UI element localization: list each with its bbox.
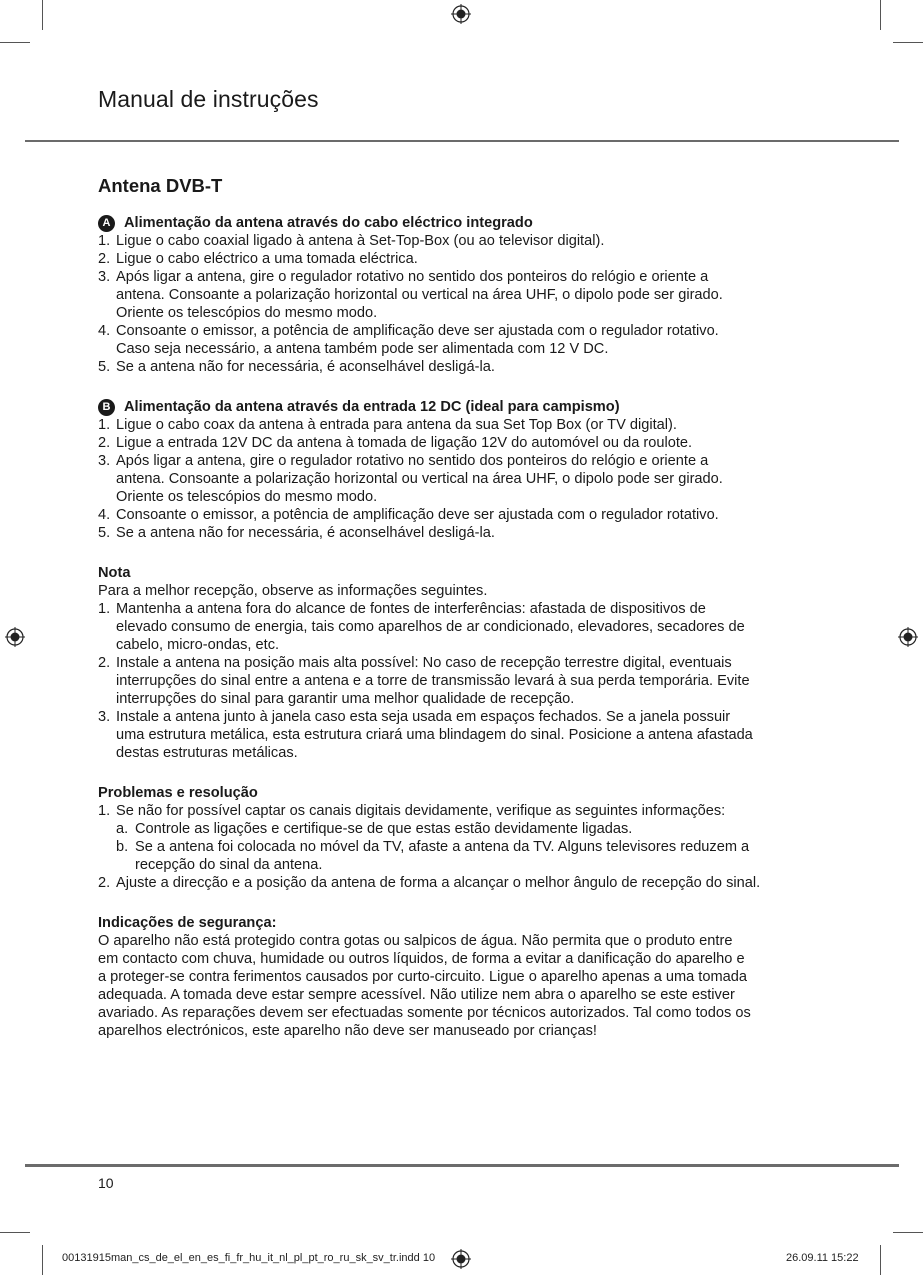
list-text-line: Oriente os telescópios do mesmo modo. bbox=[116, 305, 378, 321]
list-text bbox=[116, 232, 828, 250]
problemas-heading: Problemas e resolução bbox=[98, 785, 258, 801]
list-item bbox=[98, 874, 828, 892]
list-number: 5. bbox=[98, 525, 111, 541]
list-text bbox=[116, 506, 828, 524]
list-text-line: Ligue o cabo eléctrico a uma tomada eléctrica. bbox=[116, 251, 418, 267]
list-text-line: Ligue a entrada 12V DC da antena à tomada de ligação 12V do automóvel ou da roulote. bbox=[116, 435, 693, 451]
footer-divider bbox=[25, 1164, 899, 1167]
list-text-line: Se a antena não for necessária, é aconselhável desligá-la. bbox=[116, 525, 495, 541]
crop-mark bbox=[893, 1232, 923, 1233]
list-text-line: Consoante o emissor, a potência de amplificação deve ser ajustada com o regulador rotativo. bbox=[116, 323, 719, 339]
print-slug-filename: 00131915man_cs_de_el_en_es_fi_fr_hu_it_nl_pl_pt_ro_ru_sk_sv_tr.indd 10 bbox=[62, 1252, 436, 1264]
list-item bbox=[98, 434, 828, 452]
list-text-line: elevado consumo de energia, tais como aparelhos de ar condicionado, elevadores, secadores de bbox=[116, 619, 745, 635]
list-text: Se não for possível captar os canais digitais devidamente, verifique as seguintes informações: bbox=[116, 803, 726, 819]
list-number: 3. bbox=[98, 269, 111, 285]
paragraph-line: aparelhos electrónicos, este aparelho não deve ser manuseado por crianças! bbox=[98, 1023, 597, 1039]
registration-mark-icon bbox=[5, 627, 25, 647]
section-b-heading bbox=[98, 398, 828, 416]
list-text bbox=[135, 820, 632, 838]
list-item bbox=[98, 654, 828, 708]
list-text bbox=[135, 838, 749, 874]
list-text bbox=[116, 524, 828, 542]
list-item bbox=[98, 452, 828, 506]
list-text bbox=[116, 250, 828, 268]
list-item bbox=[98, 506, 828, 524]
crop-mark bbox=[880, 0, 881, 30]
section-a-heading bbox=[98, 214, 828, 232]
list-text-line: Instale a antena na posição mais alta possível: No caso de recepção terrestre digital, eventuais bbox=[116, 655, 732, 671]
list-number: 3. bbox=[98, 453, 111, 469]
list-item bbox=[98, 524, 828, 542]
list-number: 5. bbox=[98, 359, 111, 375]
list-item bbox=[98, 708, 828, 762]
list-text bbox=[116, 416, 828, 434]
list-item bbox=[98, 802, 828, 820]
list-text-line: cabelo, micro-ondas, etc. bbox=[116, 637, 280, 653]
list-number: 2. bbox=[98, 655, 111, 671]
list-item bbox=[98, 232, 828, 250]
list-text-line: recepção do sinal da antena. bbox=[135, 857, 323, 873]
list-item bbox=[116, 838, 828, 874]
crop-mark bbox=[893, 42, 923, 43]
problemas-steps-2 bbox=[98, 874, 828, 892]
list-text bbox=[116, 600, 828, 654]
list-item bbox=[98, 600, 828, 654]
nota-intro: Para a melhor recepção, observe as informações seguintes. bbox=[98, 583, 488, 599]
list-number: 1. bbox=[98, 601, 111, 617]
list-text-line: antena. Consoante a polarização horizontal ou vertical na área UHF, o dipolo pode ser girado. bbox=[116, 287, 723, 303]
list-text bbox=[116, 708, 828, 762]
problemas-steps bbox=[98, 802, 828, 820]
main-content bbox=[98, 174, 828, 1040]
list-number: 1. bbox=[98, 417, 111, 433]
paragraph-line: em contacto com chuva, humidade ou outros líquidos, de forma a evitar a danificação do aparelho e bbox=[98, 951, 745, 967]
list-text-line: Controle as ligações e certifique-se de que estas estão devidamente ligadas. bbox=[135, 821, 633, 837]
list-text-line: Ligue o cabo coaxial ligado à antena à Set-Top-Box (ou ao televisor digital). bbox=[116, 233, 605, 249]
list-text-line: interrupções do sinal para garantir uma melhor qualidade de recepção. bbox=[116, 691, 575, 707]
list-text-line: destas estruturas metálicas. bbox=[116, 745, 298, 761]
list-text-line: Mantenha a antena fora do alcance de fontes de interferências: afastada de dispositivos de bbox=[116, 601, 706, 617]
list-text-line: Após ligar a antena, gire o regulador rotativo no sentido dos ponteiros do relógio e oriente a bbox=[116, 269, 709, 285]
list-text-line: Instale a antena junto à janela caso esta seja usada em espaços fechados. Se a janela possuir bbox=[116, 709, 731, 725]
list-number: 2. bbox=[98, 251, 111, 267]
page-header-title: Manual de instruções bbox=[98, 86, 319, 112]
crop-mark bbox=[42, 1245, 43, 1275]
list-text-line: antena. Consoante a polarização horizontal ou vertical na área UHF, o dipolo pode ser girado. bbox=[116, 471, 723, 487]
list-text bbox=[116, 322, 828, 358]
section-b-steps bbox=[98, 416, 828, 542]
registration-mark-icon bbox=[451, 1249, 471, 1269]
list-text-line: Consoante o emissor, a potência de amplificação deve ser ajustada com o regulador rotativo. bbox=[116, 507, 719, 523]
seguranca-paragraph bbox=[98, 932, 828, 1040]
paragraph-line: avariado. As reparações devem ser efectuadas somente por técnicos autorizados. Tal como todos os bbox=[98, 1005, 751, 1021]
paragraph-line: a proteger-se contra ferimentos causados por curto-circuito. Ligue o aparelho apenas a uma tomada bbox=[98, 969, 747, 985]
registration-mark-icon bbox=[451, 4, 471, 24]
paragraph-line: O aparelho não está protegido contra gotas ou salpicos de água. Não permita que o produto entre bbox=[98, 933, 733, 949]
list-text-line: Ligue o cabo coax da antena à entrada para antena da sua Set Top Box (or TV digital). bbox=[116, 417, 677, 433]
list-number: 2. bbox=[98, 435, 111, 451]
page-number: 10 bbox=[98, 1175, 114, 1191]
list-text-line: uma estrutura metálica, esta estrutura criará uma blindagem do sinal. Posicione a antena afastada bbox=[116, 727, 753, 743]
nota-steps bbox=[98, 600, 828, 762]
page-title: Antena DVB-T bbox=[98, 175, 223, 196]
list-number: a. bbox=[116, 821, 129, 837]
list-text-line: interrupções do sinal entre a antena e a torre de transmissão levará à sua perda temporária. Evite bbox=[116, 673, 750, 689]
marker-a-icon: A bbox=[98, 215, 115, 232]
print-slug-date: 26.09.11 15:22 bbox=[786, 1252, 859, 1264]
section-a-steps bbox=[98, 232, 828, 376]
crop-mark bbox=[42, 0, 43, 30]
section-b-heading-text: Alimentação da antena através da entrada 12 DC (ideal para campismo) bbox=[124, 399, 620, 415]
list-text-line: Se a antena foi colocada no móvel da TV, afaste a antena da TV. Alguns televisores reduzem a bbox=[135, 839, 750, 855]
list-text-line: Oriente os telescópios do mesmo modo. bbox=[116, 489, 378, 505]
list-number: 2. bbox=[98, 875, 111, 891]
list-text-line: Se a antena não for necessária, é aconselhável desligá-la. bbox=[116, 359, 495, 375]
crop-mark bbox=[0, 1232, 30, 1233]
nota-heading: Nota bbox=[98, 565, 131, 581]
list-item bbox=[98, 416, 828, 434]
list-number: 4. bbox=[98, 507, 111, 523]
crop-mark bbox=[0, 42, 30, 43]
list-item bbox=[98, 358, 828, 376]
list-text bbox=[116, 358, 828, 376]
marker-b-icon: B bbox=[98, 399, 115, 416]
seguranca-heading: Indicações de segurança: bbox=[98, 915, 277, 931]
list-item bbox=[98, 268, 828, 322]
list-number: 4. bbox=[98, 323, 111, 339]
list-item bbox=[98, 322, 828, 358]
list-number: b. bbox=[116, 839, 129, 855]
list-text bbox=[116, 452, 828, 506]
list-text bbox=[116, 268, 828, 322]
list-text bbox=[116, 654, 828, 708]
list-item bbox=[116, 820, 828, 838]
registration-mark-icon bbox=[898, 627, 918, 647]
list-text-line: Após ligar a antena, gire o regulador rotativo no sentido dos ponteiros do relógio e oriente a bbox=[116, 453, 709, 469]
list-number: 1. bbox=[98, 803, 111, 819]
problemas-substeps bbox=[98, 820, 828, 874]
list-text bbox=[116, 434, 828, 452]
list-number: 3. bbox=[98, 709, 111, 725]
paragraph-line: adequada. A tomada deve estar sempre acessível. Não utilize nem abra o aparelho se este estiver bbox=[98, 987, 735, 1003]
crop-mark bbox=[880, 1245, 881, 1275]
section-a-heading-text: Alimentação da antena através do cabo eléctrico integrado bbox=[124, 215, 533, 231]
list-text: Ajuste a direcção e a posição da antena de forma a alcançar o melhor ângulo de recepção do sinal. bbox=[116, 875, 761, 891]
list-text-line: Caso seja necessário, a antena também pode ser alimentada com 12 V DC. bbox=[116, 341, 609, 357]
header-divider bbox=[25, 140, 899, 142]
list-item bbox=[98, 250, 828, 268]
list-number: 1. bbox=[98, 233, 111, 249]
